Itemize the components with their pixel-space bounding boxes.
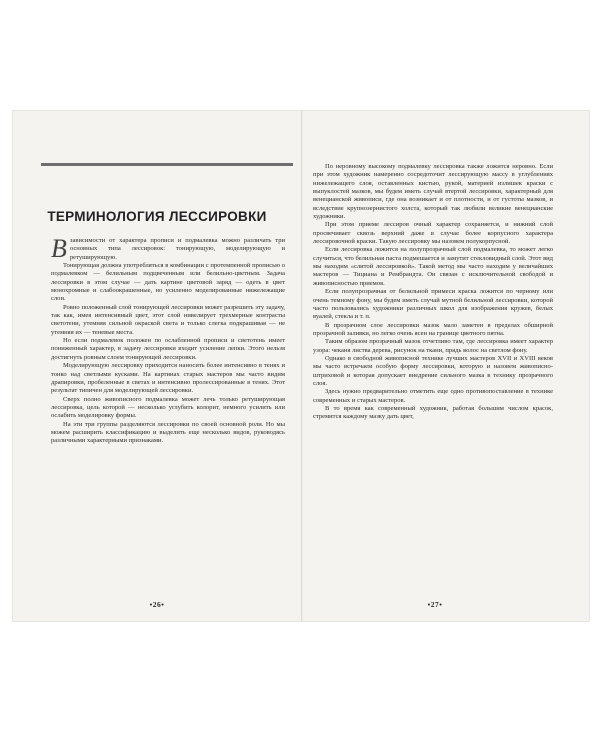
paragraph-text: зависимости от характера прописи и подмалевка можно различать три основных типа лессировок: тонирующую, моделирующую и ретуширующую. bbox=[69, 237, 285, 261]
paragraph: Тонирующая должна употребляться в комбинации с протемпенной прописью о подмалевком — белильным подцвеченным или белильно-цветным. Задача лессировки в этом случае — дать картине цветовой заряд — одеть в цвет монохромные и слабоокрашенные, но усиленно моделированные нижележащие слои. bbox=[51, 262, 285, 303]
drop-cap: В bbox=[51, 234, 67, 263]
paragraph: Если лессировка ложится на полупрозрачный слой подмалевка, то может легко случиться, что белильная паста подмешается и замутит стекловидный слой. Этот вид мы находим «слитой лессировкой». Такой метод мы часто находим у величайших мастеров — Тициана и Рембрандта. Он связан с исключительной свободой и живописностью приемов. bbox=[313, 246, 553, 287]
right-page-text bbox=[313, 163, 553, 422]
paragraph: В то время как современный художник, работая большим числом красок, стремится каждому мазку дать цвет, bbox=[313, 404, 553, 421]
paragraph: На эти три группы разделяются лессировки по своей основной роли. Но мы можем расширить классификацию и выделить еще несколько видов, руководясь различными характерными признаками. bbox=[51, 420, 285, 445]
left-page-text bbox=[51, 234, 285, 446]
paragraph: Таким образом прозрачный мазок отчетливо там, где лессировка имеет характер узора: чеканя листва дерева, рисунок на ткани, прядь волос на светлом фону. bbox=[313, 338, 553, 354]
book-spread bbox=[12, 110, 590, 622]
paragraph: Однако в свободной живописной технике лучших мастеров XVII и XVIII веков мы часто встречаем особую форму лессировки, которую и назовем живописно-штриховой и которая допускает внедрение сильного мазка в технику прозрачного слоя. bbox=[313, 354, 553, 387]
book-gutter bbox=[301, 111, 303, 621]
page-number: •27• bbox=[427, 600, 443, 609]
left-page bbox=[21, 111, 293, 621]
paragraph: Моделирующую лессировку приходится наносить более интенсивно в тенях и тонко над светлыми кусками. На картинах старых мастеров мы часто видим драпировки, пробеленные в светах и интенсивно пролессированные в тенях. Этот результат типичен для моделирующей лессировки. bbox=[51, 362, 285, 395]
paragraph: Но если подмалевок положен по ослабленной прописи и светотень имеет пониженный характер, в задачу лессировки входит усиление лепки. Этого нельзя достигнуть ровным слоем тонирующей лессировки. bbox=[51, 337, 285, 361]
paragraph bbox=[51, 234, 285, 263]
paragraph: По неровному высокому подмалевку лессировка также ложится неровно. Если при этом художник намеренно сосредоточит лессирующую массу в углублениях нижележащего слоя, оставленных кистью, рукой, материей излишек краски с выпуклостей мазков, мы будем иметь случай втертой лессировки, характерный для венецианской живописи, где она возникает и от плотности, и от густоты мазков, и вследствие крупнозернистого холста, который так любили великие венецианские художники. bbox=[313, 163, 553, 221]
right-page bbox=[311, 111, 583, 621]
paragraph: При этом приеме лессиров очный характер сохраняется, и нижний слой просвечивает сквозь верхний даже в случае более корпусного характера лессировочной краски. Такую лессировку мы назовем полукорпусной. bbox=[313, 221, 553, 246]
paragraph: Ровно положенный слой тонирующей лессировки может разрешить эту задачу, так как, имея интенсивный цвет, этот слой нивелирует трехмерные контрасты светотени, утемняя сильной окраской света и только слегка подкрашивая — не утемняя их — теневые места. bbox=[51, 303, 285, 336]
paragraph: В прозрачном слое лессировки мазок мало заметен в пределах обширной прозрачной заливки, но легко очень ясен на границе цветного пятна. bbox=[313, 321, 553, 337]
page-number: •26• bbox=[149, 600, 165, 609]
paragraph: Здесь нужно предварительно отметить еще одно противопоставление в технике современных и старых мастеров. bbox=[313, 388, 553, 404]
paragraph: Если полупрозрачная от белильной примеси краска ложится по черному или очень темному фону, мы будем иметь случай мутной белильной лессировки, которой часто пользовались художники различных школ для изображения кружев, белых вуалей, стекла и т. п. bbox=[313, 288, 553, 321]
paragraph: Сверх полно живописного подмалевка может лечь только ретуширующая лессировка, цель которой — несколько углубить колорит, немного усилить или ослабить моделировку формы. bbox=[51, 395, 285, 420]
chapter-rule bbox=[41, 163, 293, 166]
chapter-title: ТЕРМИНОЛОГИЯ ЛЕССИРОВКИ bbox=[47, 209, 267, 224]
